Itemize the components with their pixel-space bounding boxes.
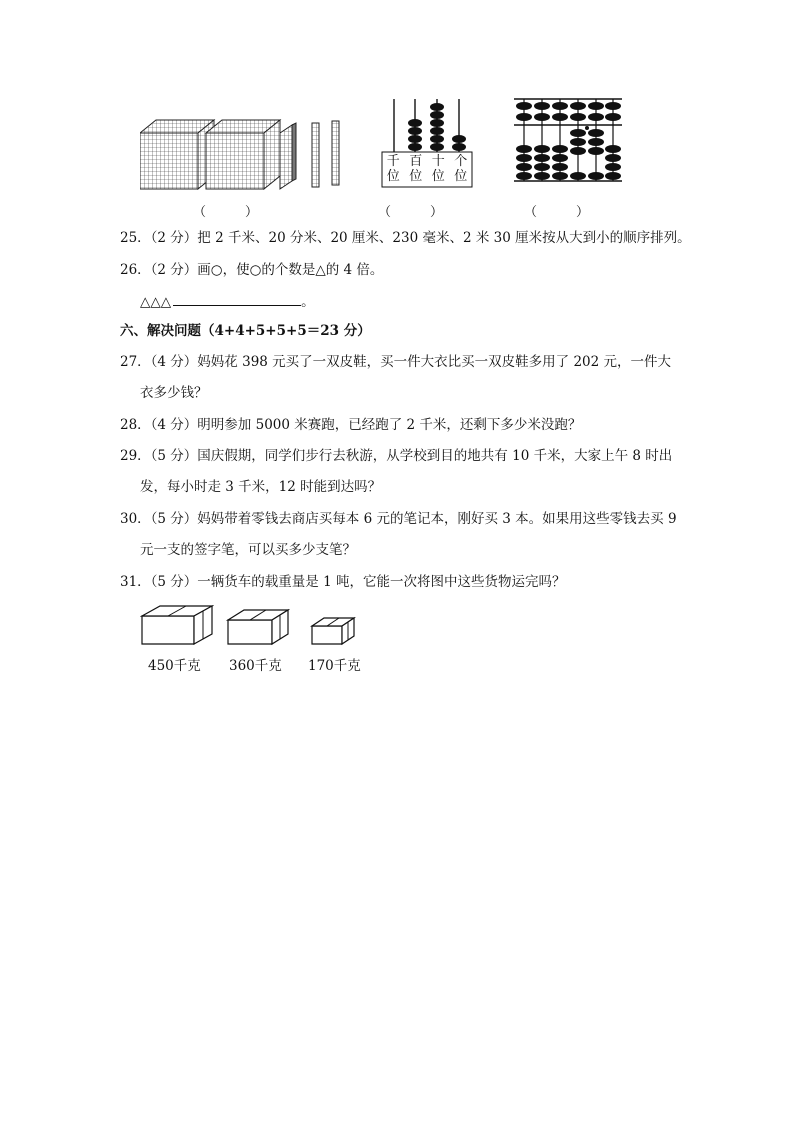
blocks-answer-blank[interactable] — [193, 201, 258, 220]
thousand-cube-2 — [206, 120, 280, 189]
circle-answer-line[interactable] — [173, 293, 301, 306]
question-26: 26．（2 分）画○，使○的个数是△的 4 倍。 — [120, 262, 384, 278]
question-29-line1: 29．（5 分）国庆假期，同学们步行去秋游，从学校到目的地共有 10 千米，大家上午 8 时出 — [120, 448, 673, 464]
base-ten-blocks-figure — [140, 115, 350, 190]
question-31: 31．（5 分）一辆货车的载重量是 1 吨，它能一次将图中这些货物运完吗？ — [120, 574, 566, 590]
cargo-label-1: 450千克 — [148, 658, 201, 674]
question-25: 25．（2 分）把 2 千米、20 分米、20 厘米、230 毫米、2 米 30 厘米按从大到小的顺序排列。 — [120, 230, 691, 246]
place-labels — [382, 154, 472, 184]
answer-paren: （ ） — [378, 205, 444, 220]
abacus-answer-blank[interactable] — [524, 201, 589, 220]
cargo-box-3 — [310, 616, 356, 646]
abacus-figure — [512, 97, 624, 185]
upper-beads — [516, 102, 621, 121]
lower-beads — [516, 129, 621, 180]
hundred-flat — [280, 123, 296, 189]
cargo-label-2: 360千克 — [229, 658, 282, 674]
cargo-label-3: 170千克 — [308, 658, 361, 674]
answer-paren: （ ） — [193, 205, 259, 220]
cargo-box-1 — [140, 604, 214, 646]
cargo-box-2 — [226, 608, 290, 646]
place-label-hundreds: 百 位 — [409, 154, 423, 184]
question-30-line1: 30．（5 分）妈妈带着零钱去商店买每本 6 元的笔记本，刚好买 3 本。如果用这些零钱去买 9 — [120, 511, 677, 527]
section-6-title: 六、解决问题（4+4+5+5+5＝23 分） — [120, 323, 371, 339]
ten-rod-1 — [312, 123, 319, 187]
triangles: △△△ — [140, 294, 172, 310]
thousand-cube-1 — [140, 120, 214, 189]
question-28: 28．（4 分）明明参加 5000 米赛跑，已经跑了 2 千米，还剩下多少米没跑？ — [120, 417, 582, 433]
hundreds-beads — [408, 119, 422, 151]
question-27-line2: 衣多少钱？ — [140, 385, 208, 401]
question-26-answer — [140, 293, 315, 311]
tens-beads — [430, 103, 444, 151]
answer-paren: （ ） — [524, 205, 590, 220]
question-27-line1: 27．（4 分）妈妈花 398 元买了一双皮鞋，买一件大衣比买一双皮鞋多用了 202 元，一件大 — [120, 354, 672, 370]
question-29-line2: 发，每小时走 3 千米，12 时能到达吗？ — [140, 479, 382, 495]
counter-answer-blank[interactable] — [378, 201, 443, 220]
place-label-tens: 十 位 — [431, 154, 445, 184]
question-30-line2: 元一支的签字笔，可以买多少支笔？ — [140, 542, 356, 558]
place-label-ones: 个 位 — [454, 154, 468, 184]
ten-rod-2 — [332, 121, 339, 185]
period: 。 — [301, 294, 315, 310]
place-label-thousands: 千 位 — [386, 154, 400, 184]
ones-beads — [452, 135, 466, 151]
